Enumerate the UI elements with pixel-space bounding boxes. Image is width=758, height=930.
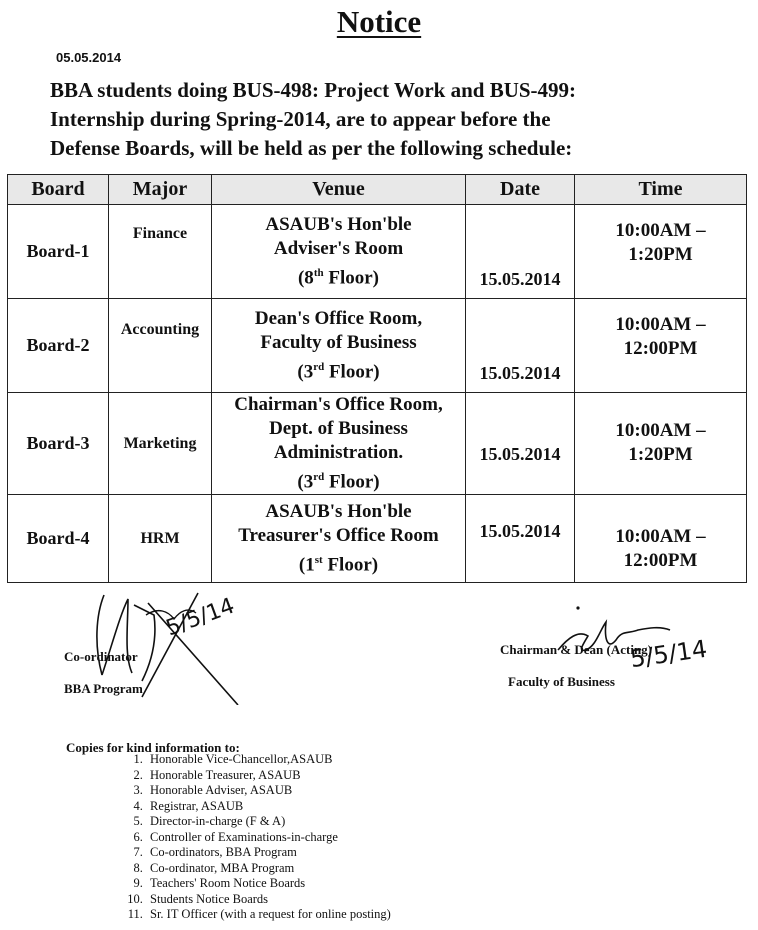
major-cell: Marketing [109,393,212,495]
coordinator-handwritten-date: 5/5/14 [162,593,238,642]
notice-date: 05.05.2014 [56,50,122,65]
venue-cell [212,299,466,393]
list-item: 11. Sr. IT Officer (with a request for online posting) [146,907,391,923]
venue-cell [212,495,466,583]
board-cell: Board-2 [8,299,109,393]
time-cell: 10:00AM – 12:00PM [575,495,747,583]
board-cell: Board-3 [8,393,109,495]
table-row [8,495,747,583]
time-cell: 10:00AM – 1:20PM [575,205,747,299]
venue-cell [212,205,466,299]
coordinator-org: BBA Program [64,681,143,696]
list-item: 6. Controller of Examinations-in-charge [146,830,391,846]
list-item: 2. Honorable Treasurer, ASAUB [146,768,391,784]
board-cell: Board-4 [8,495,109,583]
header-major: Major [109,175,212,205]
venue-floor: (8th Floor) [297,266,379,289]
venue-floor: (1st Floor) [298,554,379,576]
venue-line: ASAUB's Hon'ble [265,213,412,235]
major-cell: HRM [109,495,212,583]
table-row [8,205,747,299]
venue-cell [212,393,466,495]
header-board: Board [8,175,109,205]
table-row [8,393,747,495]
intro-line-2: Internship during Spring-2014, are to appear before the [50,107,551,131]
venue-line: Administration. [273,442,404,463]
date-cell: 15.05.2014 [466,205,575,299]
date-cell: 15.05.2014 [466,299,575,393]
intro-paragraph [50,76,686,163]
venue-line: Faculty of Business [260,331,417,353]
header-venue: Venue [212,175,466,205]
date-cell: 15.05.2014 [466,495,575,583]
list-item: 5. Director-in-charge (F & A) [146,814,391,830]
header-time: Time [575,175,747,205]
notice-title: Notice [336,4,422,39]
venue-line: Dept. of Business [269,418,408,439]
list-item: 10. Students Notice Boards [146,892,391,908]
table-row [8,299,747,393]
chairman-role: Chairman & Dean (Acting) [500,642,653,657]
copies-title: Copies for kind information to: [66,740,240,755]
intro-line-3: Defense Boards, will be held as per the following schedule: [50,136,573,160]
venue-floor: (3rd Floor) [297,471,380,493]
major-cell: Accounting [109,299,212,393]
coordinator-role: Co-ordinator [64,649,138,664]
table-header-row [8,175,747,205]
list-item: 1. Honorable Vice-Chancellor,ASAUB [146,752,391,768]
venue-line: Adviser's Room [273,237,404,259]
date-cell: 15.05.2014 [466,393,575,495]
copies-list [118,752,391,923]
chairman-handwritten-date: 5/5/14 [628,634,709,674]
schedule-table [7,174,747,583]
intro-line-1: BBA students doing BUS-498: Project Work and BUS-499: [50,78,577,102]
chairman-org: Faculty of Business [508,674,615,689]
board-cell: Board-1 [8,205,109,299]
venue-line: ASAUB's Hon'ble [265,501,412,523]
time-cell: 10:00AM – 12:00PM [575,299,747,393]
time-cell: 10:00AM – 1:20PM [575,393,747,495]
list-item: 7. Co-ordinators, BBA Program [146,845,391,861]
list-item: 4. Registrar, ASAUB [146,799,391,815]
venue-line: Treasurer's Office Room [238,525,439,547]
venue-line: Chairman's Office Room, [234,394,443,415]
list-item: 3. Honorable Adviser, ASAUB [146,783,391,799]
header-date: Date [466,175,575,205]
list-item: 8. Co-ordinator, MBA Program [146,861,391,877]
major-cell: Finance [109,205,212,299]
venue-line: Dean's Office Room, [254,307,423,329]
venue-floor: (3rd Floor) [297,360,380,383]
list-item: 9. Teachers' Room Notice Boards [146,876,391,892]
